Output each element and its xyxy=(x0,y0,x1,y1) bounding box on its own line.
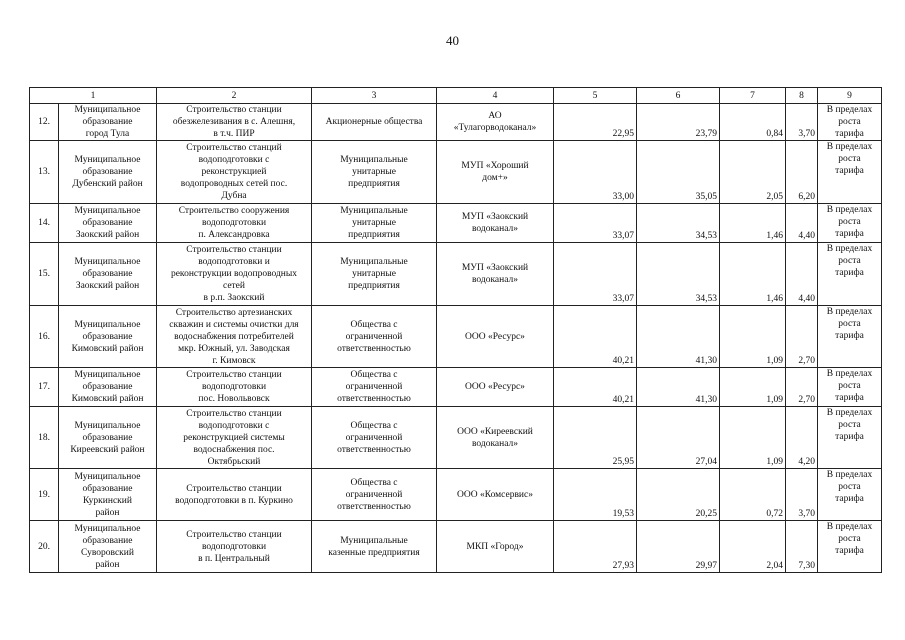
value-col-7: 1,46 xyxy=(720,243,786,306)
value-col-7: 0,84 xyxy=(720,104,786,141)
organization-cell: МУП «Заокский водоканал» xyxy=(437,243,554,306)
org-type-cell: Муниципальные унитарные предприятия xyxy=(312,141,437,204)
note-cell: В пределах роста тарифа xyxy=(818,368,882,407)
row-number: 14. xyxy=(30,204,59,243)
value-col-5: 33,00 xyxy=(554,141,637,204)
organization-cell: ООО «Ресурс» xyxy=(437,306,554,368)
value-col-6: 35,05 xyxy=(637,141,720,204)
organization-cell: ООО «Ресурс» xyxy=(437,368,554,407)
value-col-6: 23,79 xyxy=(637,104,720,141)
organization-cell: МУП «Хороший дом+» xyxy=(437,141,554,204)
project-cell: Строительство станции водоподготовки с реконструкцией системы водоснабжения пос. Октябрьский xyxy=(157,407,312,469)
note-cell: В пределах роста тарифа xyxy=(818,407,882,469)
municipality-cell: Муниципальное образование Кимовский район xyxy=(59,368,157,407)
org-type-cell: Общества с ограниченной ответственностью xyxy=(312,368,437,407)
value-col-5: 40,21 xyxy=(554,368,637,407)
org-type-cell: Муниципальные казенные предприятия xyxy=(312,521,437,573)
note-cell: В пределах роста тарифа xyxy=(818,521,882,573)
table-row xyxy=(30,243,882,306)
organization-cell: МКП «Город» xyxy=(437,521,554,573)
note-cell: В пределах роста тарифа xyxy=(818,306,882,368)
value-col-8: 4,40 xyxy=(786,204,818,243)
municipality-cell: Муниципальное образование Суворовский район xyxy=(59,521,157,573)
value-col-8: 4,20 xyxy=(786,407,818,469)
table-row xyxy=(30,204,882,243)
project-cell: Строительство станции обезжелезивания в с. Алешня, в т.ч. ПИР xyxy=(157,104,312,141)
project-cell: Строительство станций водоподготовки с реконструкцией водопроводных сетей пос. Дубна xyxy=(157,141,312,204)
header-row xyxy=(30,88,882,104)
table-row xyxy=(30,306,882,368)
row-number: 13. xyxy=(30,141,59,204)
org-type-cell: Общества с ограниченной ответственностью xyxy=(312,469,437,521)
table-header xyxy=(30,88,882,104)
value-col-5: 22,95 xyxy=(554,104,637,141)
value-col-5: 33,07 xyxy=(554,243,637,306)
value-col-8: 2,70 xyxy=(786,306,818,368)
value-col-5: 40,21 xyxy=(554,306,637,368)
value-col-6: 20,25 xyxy=(637,469,720,521)
value-col-8: 3,70 xyxy=(786,104,818,141)
value-col-6: 34,53 xyxy=(637,243,720,306)
value-col-8: 2,70 xyxy=(786,368,818,407)
row-number: 19. xyxy=(30,469,59,521)
tariff-table xyxy=(29,87,882,573)
row-number: 17. xyxy=(30,368,59,407)
municipality-cell: Муниципальное образование Дубенский район xyxy=(59,141,157,204)
municipality-cell: Муниципальное образование Заокский район xyxy=(59,243,157,306)
table-row xyxy=(30,104,882,141)
org-type-cell: Муниципальные унитарные предприятия xyxy=(312,204,437,243)
org-type-cell: Акционерные общества xyxy=(312,104,437,141)
value-col-6: 41,30 xyxy=(637,368,720,407)
header-col-5: 5 xyxy=(554,88,637,104)
org-type-cell: Общества с ограниченной ответственностью xyxy=(312,407,437,469)
table-row xyxy=(30,141,882,204)
organization-cell: ООО «Комсервис» xyxy=(437,469,554,521)
value-col-8: 6,20 xyxy=(786,141,818,204)
table-row xyxy=(30,469,882,521)
note-cell: В пределах роста тарифа xyxy=(818,243,882,306)
value-col-7: 0,72 xyxy=(720,469,786,521)
header-col-1: 1 xyxy=(30,88,157,104)
table-body xyxy=(30,104,882,573)
header-col-8: 8 xyxy=(786,88,818,104)
value-col-7: 1,09 xyxy=(720,306,786,368)
organization-cell: ООО «Киреевский водоканал» xyxy=(437,407,554,469)
row-number: 12. xyxy=(30,104,59,141)
header-col-9: 9 xyxy=(818,88,882,104)
header-col-6: 6 xyxy=(637,88,720,104)
value-col-5: 27,93 xyxy=(554,521,637,573)
project-cell: Строительство станции водоподготовки в п. Центральный xyxy=(157,521,312,573)
value-col-7: 2,04 xyxy=(720,521,786,573)
project-cell: Строительство станции водоподготовки и реконструкции водопроводных сетей в р.п. Заокский xyxy=(157,243,312,306)
row-number: 20. xyxy=(30,521,59,573)
project-cell: Строительство артезианских скважин и системы очистки для водоснабжения потребителей мкр. Южный, ул. Заводская г. Кимовск xyxy=(157,306,312,368)
municipality-cell: Муниципальное образование Заокский район xyxy=(59,204,157,243)
value-col-8: 4,40 xyxy=(786,243,818,306)
value-col-7: 1,09 xyxy=(720,407,786,469)
header-col-7: 7 xyxy=(720,88,786,104)
row-number: 15. xyxy=(30,243,59,306)
value-col-6: 29,97 xyxy=(637,521,720,573)
value-col-7: 1,09 xyxy=(720,368,786,407)
header-col-3: 3 xyxy=(312,88,437,104)
table-row xyxy=(30,407,882,469)
row-number: 18. xyxy=(30,407,59,469)
organization-cell: АО «Тулагорводоканал» xyxy=(437,104,554,141)
municipality-cell: Муниципальное образование Куркинский район xyxy=(59,469,157,521)
note-cell: В пределах роста тарифа xyxy=(818,104,882,141)
note-cell: В пределах роста тарифа xyxy=(818,204,882,243)
value-col-8: 7,30 xyxy=(786,521,818,573)
value-col-6: 41,30 xyxy=(637,306,720,368)
org-type-cell: Общества с ограниченной ответственностью xyxy=(312,306,437,368)
org-type-cell: Муниципальные унитарные предприятия xyxy=(312,243,437,306)
table-row xyxy=(30,368,882,407)
value-col-5: 25,95 xyxy=(554,407,637,469)
municipality-cell: Муниципальное образование Кимовский район xyxy=(59,306,157,368)
project-cell: Строительство сооружения водоподготовки п. Александровка xyxy=(157,204,312,243)
municipality-cell: Муниципальное образование город Тула xyxy=(59,104,157,141)
header-col-4: 4 xyxy=(437,88,554,104)
value-col-5: 19,53 xyxy=(554,469,637,521)
header-col-2: 2 xyxy=(157,88,312,104)
value-col-5: 33,07 xyxy=(554,204,637,243)
value-col-7: 1,46 xyxy=(720,204,786,243)
value-col-7: 2,05 xyxy=(720,141,786,204)
table-row xyxy=(30,521,882,573)
page-number: 40 xyxy=(446,33,459,48)
value-col-8: 3,70 xyxy=(786,469,818,521)
project-cell: Строительство станции водоподготовки пос. Новольвовск xyxy=(157,368,312,407)
value-col-6: 27,04 xyxy=(637,407,720,469)
organization-cell: МУП «Заокский водоканал» xyxy=(437,204,554,243)
note-cell: В пределах роста тарифа xyxy=(818,469,882,521)
project-cell: Строительство станции водоподготовки в п. Куркино xyxy=(157,469,312,521)
note-cell: В пределах роста тарифа xyxy=(818,141,882,204)
row-number: 16. xyxy=(30,306,59,368)
value-col-6: 34,53 xyxy=(637,204,720,243)
municipality-cell: Муниципальное образование Киреевский район xyxy=(59,407,157,469)
